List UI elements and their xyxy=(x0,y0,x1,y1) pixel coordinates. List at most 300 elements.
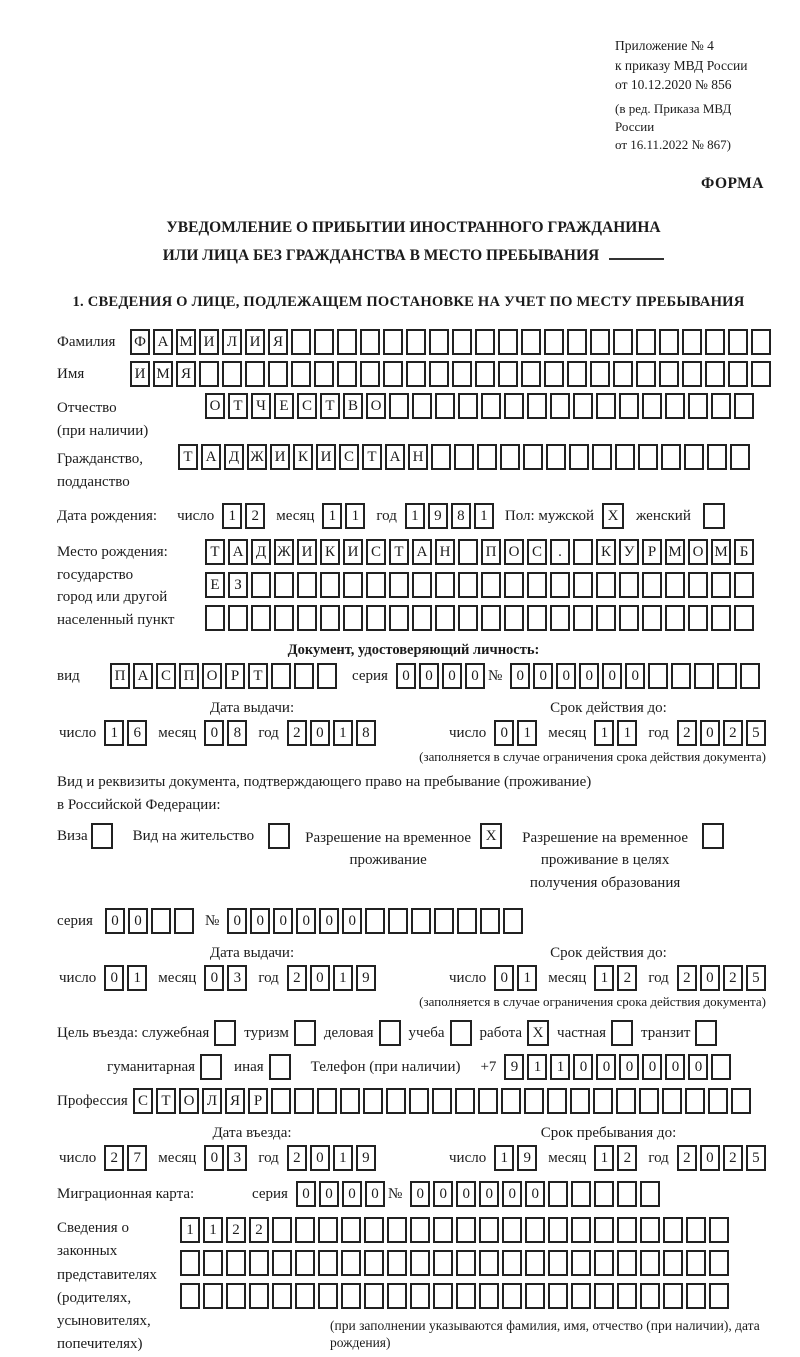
char-cell[interactable] xyxy=(297,572,317,598)
char-cell[interactable] xyxy=(571,1283,591,1309)
char-cell[interactable] xyxy=(571,1250,591,1276)
char-cell[interactable] xyxy=(341,1217,361,1243)
char-cell[interactable] xyxy=(180,1250,200,1276)
char-cell[interactable] xyxy=(547,1088,567,1114)
char-cell[interactable] xyxy=(548,1283,568,1309)
char-cell[interactable]: 8 xyxy=(451,503,471,529)
char-cell[interactable]: 0 xyxy=(296,908,316,934)
char-cell[interactable]: 8 xyxy=(356,720,376,746)
char-cell[interactable] xyxy=(498,329,518,355)
char-cell[interactable] xyxy=(456,1250,476,1276)
char-cell[interactable]: 0 xyxy=(602,663,622,689)
char-cell[interactable]: 0 xyxy=(665,1054,685,1080)
char-cell[interactable] xyxy=(682,329,702,355)
char-cell[interactable]: 0 xyxy=(625,663,645,689)
char-cell[interactable] xyxy=(388,908,408,934)
char-cell[interactable] xyxy=(341,1283,361,1309)
char-cell[interactable] xyxy=(431,444,451,470)
char-cell[interactable] xyxy=(475,329,495,355)
char-cell[interactable] xyxy=(477,444,497,470)
char-cell[interactable]: 2 xyxy=(677,720,697,746)
char-cell[interactable]: 0 xyxy=(442,663,462,689)
char-cell[interactable]: 0 xyxy=(700,720,720,746)
char-cell[interactable] xyxy=(435,572,455,598)
char-cell[interactable] xyxy=(412,572,432,598)
char-cell[interactable]: 1 xyxy=(405,503,425,529)
char-cell[interactable]: 1 xyxy=(550,1054,570,1080)
char-cell[interactable] xyxy=(364,1217,384,1243)
char-cell[interactable]: 0 xyxy=(128,908,148,934)
char-cell[interactable] xyxy=(546,444,566,470)
purpose-study-checkbox[interactable] xyxy=(450,1020,472,1046)
char-cell[interactable] xyxy=(502,1283,522,1309)
char-cell[interactable] xyxy=(366,572,386,598)
char-cell[interactable]: З xyxy=(228,572,248,598)
char-cell[interactable] xyxy=(521,361,541,387)
char-cell[interactable]: 2 xyxy=(104,1145,124,1171)
char-cell[interactable]: Я xyxy=(225,1088,245,1114)
purpose-work-checkbox[interactable]: X xyxy=(527,1020,549,1046)
char-cell[interactable] xyxy=(573,572,593,598)
char-cell[interactable]: 0 xyxy=(250,908,270,934)
char-cell[interactable] xyxy=(481,572,501,598)
char-cell[interactable] xyxy=(456,1217,476,1243)
char-cell[interactable] xyxy=(525,1250,545,1276)
char-cell[interactable] xyxy=(389,605,409,631)
char-cell[interactable] xyxy=(360,329,380,355)
char-cell[interactable]: 0 xyxy=(104,965,124,991)
char-cell[interactable] xyxy=(433,1250,453,1276)
char-cell[interactable] xyxy=(642,572,662,598)
char-cell[interactable] xyxy=(295,1250,315,1276)
char-cell[interactable] xyxy=(435,393,455,419)
char-cell[interactable]: 1 xyxy=(345,503,365,529)
char-cell[interactable] xyxy=(596,572,616,598)
char-cell[interactable] xyxy=(271,663,291,689)
char-cell[interactable] xyxy=(249,1283,269,1309)
char-cell[interactable]: И xyxy=(316,444,336,470)
char-cell[interactable]: А xyxy=(412,539,432,565)
char-cell[interactable]: 2 xyxy=(226,1217,246,1243)
char-cell[interactable] xyxy=(594,1181,614,1207)
char-cell[interactable] xyxy=(590,329,610,355)
char-cell[interactable]: 0 xyxy=(396,663,416,689)
char-cell[interactable]: 2 xyxy=(723,1145,743,1171)
char-cell[interactable]: 0 xyxy=(456,1181,476,1207)
char-cell[interactable]: 2 xyxy=(249,1217,269,1243)
char-cell[interactable] xyxy=(527,605,547,631)
char-cell[interactable] xyxy=(456,1283,476,1309)
char-cell[interactable] xyxy=(317,663,337,689)
char-cell[interactable]: 0 xyxy=(573,1054,593,1080)
char-cell[interactable] xyxy=(548,1181,568,1207)
char-cell[interactable]: С xyxy=(339,444,359,470)
char-cell[interactable]: Д xyxy=(224,444,244,470)
char-cell[interactable]: И xyxy=(130,361,150,387)
char-cell[interactable] xyxy=(711,572,731,598)
char-cell[interactable] xyxy=(642,605,662,631)
char-cell[interactable] xyxy=(594,1283,614,1309)
char-cell[interactable] xyxy=(294,663,314,689)
char-cell[interactable]: 2 xyxy=(617,1145,637,1171)
char-cell[interactable]: 1 xyxy=(222,503,242,529)
char-cell[interactable] xyxy=(406,361,426,387)
char-cell[interactable] xyxy=(318,1283,338,1309)
char-cell[interactable]: 0 xyxy=(596,1054,616,1080)
char-cell[interactable] xyxy=(616,1088,636,1114)
char-cell[interactable] xyxy=(640,1250,660,1276)
char-cell[interactable] xyxy=(318,1250,338,1276)
char-cell[interactable] xyxy=(387,1217,407,1243)
char-cell[interactable]: Р xyxy=(225,663,245,689)
char-cell[interactable] xyxy=(432,1088,452,1114)
char-cell[interactable]: 0 xyxy=(419,663,439,689)
char-cell[interactable]: 0 xyxy=(204,720,224,746)
char-cell[interactable] xyxy=(433,1283,453,1309)
char-cell[interactable] xyxy=(410,1217,430,1243)
char-cell[interactable] xyxy=(548,1250,568,1276)
char-cell[interactable] xyxy=(389,393,409,419)
char-cell[interactable] xyxy=(705,329,725,355)
char-cell[interactable]: 5 xyxy=(746,1145,766,1171)
char-cell[interactable]: 3 xyxy=(227,965,247,991)
char-cell[interactable] xyxy=(728,361,748,387)
char-cell[interactable] xyxy=(569,444,589,470)
char-cell[interactable]: К xyxy=(320,539,340,565)
char-cell[interactable] xyxy=(383,361,403,387)
gender-male-checkbox[interactable]: X xyxy=(602,503,624,529)
char-cell[interactable] xyxy=(527,393,547,419)
char-cell[interactable] xyxy=(548,1217,568,1243)
char-cell[interactable] xyxy=(452,361,472,387)
char-cell[interactable] xyxy=(481,605,501,631)
char-cell[interactable] xyxy=(525,1217,545,1243)
char-cell[interactable]: 2 xyxy=(723,720,743,746)
char-cell[interactable] xyxy=(503,908,523,934)
char-cell[interactable] xyxy=(663,1250,683,1276)
char-cell[interactable]: О xyxy=(205,393,225,419)
char-cell[interactable]: 1 xyxy=(333,720,353,746)
char-cell[interactable] xyxy=(203,1250,223,1276)
char-cell[interactable]: 1 xyxy=(127,965,147,991)
char-cell[interactable] xyxy=(671,663,691,689)
char-cell[interactable] xyxy=(226,1250,246,1276)
char-cell[interactable] xyxy=(573,393,593,419)
char-cell[interactable]: 9 xyxy=(504,1054,524,1080)
char-cell[interactable] xyxy=(294,1088,314,1114)
residence-permit-checkbox[interactable] xyxy=(268,823,290,849)
char-cell[interactable] xyxy=(251,572,271,598)
char-cell[interactable] xyxy=(481,393,501,419)
char-cell[interactable] xyxy=(343,572,363,598)
char-cell[interactable]: 0 xyxy=(319,908,339,934)
char-cell[interactable]: Т xyxy=(205,539,225,565)
char-cell[interactable] xyxy=(479,1217,499,1243)
char-cell[interactable] xyxy=(640,1181,660,1207)
char-cell[interactable] xyxy=(410,1283,430,1309)
char-cell[interactable]: 5 xyxy=(746,720,766,746)
char-cell[interactable]: Т xyxy=(228,393,248,419)
char-cell[interactable]: 1 xyxy=(594,965,614,991)
char-cell[interactable] xyxy=(274,605,294,631)
char-cell[interactable] xyxy=(740,663,760,689)
char-cell[interactable] xyxy=(619,393,639,419)
char-cell[interactable]: Т xyxy=(362,444,382,470)
char-cell[interactable] xyxy=(638,444,658,470)
char-cell[interactable] xyxy=(320,605,340,631)
char-cell[interactable] xyxy=(665,572,685,598)
char-cell[interactable] xyxy=(665,605,685,631)
char-cell[interactable] xyxy=(337,361,357,387)
char-cell[interactable] xyxy=(360,361,380,387)
char-cell[interactable]: 0 xyxy=(479,1181,499,1207)
char-cell[interactable]: М xyxy=(176,329,196,355)
char-cell[interactable] xyxy=(659,329,679,355)
char-cell[interactable]: 9 xyxy=(356,1145,376,1171)
char-cell[interactable] xyxy=(573,605,593,631)
char-cell[interactable]: Р xyxy=(642,539,662,565)
char-cell[interactable] xyxy=(593,1088,613,1114)
char-cell[interactable]: Б xyxy=(734,539,754,565)
char-cell[interactable]: П xyxy=(179,663,199,689)
char-cell[interactable] xyxy=(571,1181,591,1207)
char-cell[interactable]: 0 xyxy=(204,1145,224,1171)
char-cell[interactable]: С xyxy=(156,663,176,689)
char-cell[interactable] xyxy=(387,1283,407,1309)
char-cell[interactable]: 0 xyxy=(579,663,599,689)
char-cell[interactable]: И xyxy=(297,539,317,565)
char-cell[interactable] xyxy=(567,361,587,387)
char-cell[interactable] xyxy=(707,444,727,470)
char-cell[interactable]: 0 xyxy=(556,663,576,689)
char-cell[interactable]: В xyxy=(343,393,363,419)
char-cell[interactable] xyxy=(636,329,656,355)
char-cell[interactable] xyxy=(341,1250,361,1276)
char-cell[interactable] xyxy=(364,1250,384,1276)
char-cell[interactable] xyxy=(409,1088,429,1114)
char-cell[interactable]: 1 xyxy=(203,1217,223,1243)
char-cell[interactable] xyxy=(709,1283,729,1309)
char-cell[interactable] xyxy=(222,361,242,387)
char-cell[interactable]: 6 xyxy=(127,720,147,746)
char-cell[interactable]: 0 xyxy=(494,965,514,991)
char-cell[interactable] xyxy=(504,393,524,419)
char-cell[interactable]: . xyxy=(550,539,570,565)
char-cell[interactable]: 0 xyxy=(433,1181,453,1207)
char-cell[interactable]: 0 xyxy=(310,965,330,991)
char-cell[interactable]: Д xyxy=(251,539,271,565)
char-cell[interactable] xyxy=(688,572,708,598)
char-cell[interactable] xyxy=(751,329,771,355)
purpose-business-checkbox[interactable] xyxy=(379,1020,401,1046)
char-cell[interactable] xyxy=(251,605,271,631)
char-cell[interactable]: 2 xyxy=(287,720,307,746)
char-cell[interactable] xyxy=(640,1283,660,1309)
char-cell[interactable]: Н xyxy=(408,444,428,470)
char-cell[interactable]: 9 xyxy=(517,1145,537,1171)
char-cell[interactable] xyxy=(617,1250,637,1276)
char-cell[interactable] xyxy=(411,908,431,934)
char-cell[interactable] xyxy=(457,908,477,934)
char-cell[interactable] xyxy=(619,605,639,631)
char-cell[interactable]: О xyxy=(202,663,222,689)
char-cell[interactable] xyxy=(734,605,754,631)
char-cell[interactable] xyxy=(203,1283,223,1309)
char-cell[interactable] xyxy=(524,1088,544,1114)
char-cell[interactable]: 0 xyxy=(533,663,553,689)
char-cell[interactable] xyxy=(717,663,737,689)
char-cell[interactable] xyxy=(429,329,449,355)
char-cell[interactable] xyxy=(686,1217,706,1243)
char-cell[interactable] xyxy=(274,572,294,598)
char-cell[interactable] xyxy=(525,1283,545,1309)
char-cell[interactable] xyxy=(383,329,403,355)
char-cell[interactable] xyxy=(594,1250,614,1276)
char-cell[interactable]: 1 xyxy=(494,1145,514,1171)
char-cell[interactable]: А xyxy=(228,539,248,565)
char-cell[interactable]: 1 xyxy=(527,1054,547,1080)
char-cell[interactable] xyxy=(550,393,570,419)
char-cell[interactable]: С xyxy=(133,1088,153,1114)
char-cell[interactable] xyxy=(318,1217,338,1243)
char-cell[interactable] xyxy=(711,1054,731,1080)
char-cell[interactable] xyxy=(366,605,386,631)
char-cell[interactable] xyxy=(550,572,570,598)
char-cell[interactable]: 2 xyxy=(245,503,265,529)
char-cell[interactable]: А xyxy=(133,663,153,689)
char-cell[interactable] xyxy=(527,572,547,598)
temp-residence-education-checkbox[interactable] xyxy=(702,823,724,849)
char-cell[interactable] xyxy=(475,361,495,387)
char-cell[interactable] xyxy=(458,572,478,598)
char-cell[interactable] xyxy=(570,1088,590,1114)
char-cell[interactable] xyxy=(458,539,478,565)
char-cell[interactable] xyxy=(343,605,363,631)
char-cell[interactable]: Т xyxy=(178,444,198,470)
char-cell[interactable] xyxy=(502,1217,522,1243)
char-cell[interactable]: 1 xyxy=(594,720,614,746)
char-cell[interactable] xyxy=(226,1283,246,1309)
char-cell[interactable] xyxy=(295,1217,315,1243)
char-cell[interactable] xyxy=(340,1088,360,1114)
visa-checkbox[interactable] xyxy=(91,823,113,849)
char-cell[interactable] xyxy=(686,1283,706,1309)
char-cell[interactable] xyxy=(500,444,520,470)
char-cell[interactable] xyxy=(320,572,340,598)
char-cell[interactable] xyxy=(151,908,171,934)
char-cell[interactable] xyxy=(498,361,518,387)
purpose-private-checkbox[interactable] xyxy=(611,1020,633,1046)
char-cell[interactable] xyxy=(480,908,500,934)
char-cell[interactable]: 2 xyxy=(723,965,743,991)
char-cell[interactable] xyxy=(590,361,610,387)
char-cell[interactable] xyxy=(521,329,541,355)
char-cell[interactable]: Ч xyxy=(251,393,271,419)
char-cell[interactable] xyxy=(665,393,685,419)
char-cell[interactable]: Е xyxy=(205,572,225,598)
char-cell[interactable] xyxy=(550,605,570,631)
purpose-humanitarian-checkbox[interactable] xyxy=(200,1054,222,1080)
char-cell[interactable] xyxy=(268,361,288,387)
char-cell[interactable]: О xyxy=(179,1088,199,1114)
char-cell[interactable]: 0 xyxy=(642,1054,662,1080)
char-cell[interactable] xyxy=(429,361,449,387)
char-cell[interactable] xyxy=(363,1088,383,1114)
char-cell[interactable] xyxy=(734,572,754,598)
char-cell[interactable] xyxy=(434,908,454,934)
char-cell[interactable] xyxy=(295,1283,315,1309)
char-cell[interactable]: 0 xyxy=(227,908,247,934)
char-cell[interactable]: Е xyxy=(274,393,294,419)
char-cell[interactable] xyxy=(291,329,311,355)
char-cell[interactable]: 1 xyxy=(474,503,494,529)
char-cell[interactable]: 0 xyxy=(342,1181,362,1207)
char-cell[interactable] xyxy=(751,361,771,387)
char-cell[interactable]: 2 xyxy=(677,1145,697,1171)
char-cell[interactable]: 1 xyxy=(517,965,537,991)
char-cell[interactable]: 9 xyxy=(428,503,448,529)
char-cell[interactable]: 1 xyxy=(180,1217,200,1243)
char-cell[interactable]: Т xyxy=(320,393,340,419)
char-cell[interactable] xyxy=(479,1283,499,1309)
char-cell[interactable] xyxy=(685,1088,705,1114)
char-cell[interactable] xyxy=(688,605,708,631)
char-cell[interactable]: Я xyxy=(176,361,196,387)
char-cell[interactable] xyxy=(734,393,754,419)
char-cell[interactable]: 1 xyxy=(617,720,637,746)
char-cell[interactable] xyxy=(640,1217,660,1243)
char-cell[interactable] xyxy=(454,444,474,470)
char-cell[interactable] xyxy=(613,329,633,355)
char-cell[interactable] xyxy=(458,605,478,631)
char-cell[interactable]: 1 xyxy=(322,503,342,529)
char-cell[interactable] xyxy=(412,605,432,631)
char-cell[interactable]: А xyxy=(385,444,405,470)
char-cell[interactable] xyxy=(573,539,593,565)
char-cell[interactable]: А xyxy=(201,444,221,470)
char-cell[interactable]: 0 xyxy=(688,1054,708,1080)
char-cell[interactable] xyxy=(709,1250,729,1276)
char-cell[interactable] xyxy=(199,361,219,387)
char-cell[interactable] xyxy=(249,1250,269,1276)
char-cell[interactable] xyxy=(684,444,704,470)
char-cell[interactable]: О xyxy=(504,539,524,565)
char-cell[interactable] xyxy=(619,572,639,598)
char-cell[interactable] xyxy=(337,329,357,355)
char-cell[interactable] xyxy=(544,361,564,387)
char-cell[interactable] xyxy=(639,1088,659,1114)
char-cell[interactable] xyxy=(571,1217,591,1243)
purpose-other-checkbox[interactable] xyxy=(269,1054,291,1080)
char-cell[interactable]: О xyxy=(688,539,708,565)
char-cell[interactable] xyxy=(592,444,612,470)
char-cell[interactable]: 1 xyxy=(104,720,124,746)
gender-female-checkbox[interactable] xyxy=(703,503,725,529)
char-cell[interactable]: 0 xyxy=(365,1181,385,1207)
char-cell[interactable] xyxy=(245,361,265,387)
char-cell[interactable] xyxy=(410,1250,430,1276)
char-cell[interactable] xyxy=(452,329,472,355)
char-cell[interactable]: Т xyxy=(389,539,409,565)
char-cell[interactable] xyxy=(433,1217,453,1243)
char-cell[interactable]: 2 xyxy=(287,965,307,991)
char-cell[interactable]: Л xyxy=(202,1088,222,1114)
char-cell[interactable]: У xyxy=(619,539,639,565)
char-cell[interactable]: О xyxy=(366,393,386,419)
char-cell[interactable]: Ф xyxy=(130,329,150,355)
char-cell[interactable]: 0 xyxy=(700,1145,720,1171)
char-cell[interactable]: Л xyxy=(222,329,242,355)
